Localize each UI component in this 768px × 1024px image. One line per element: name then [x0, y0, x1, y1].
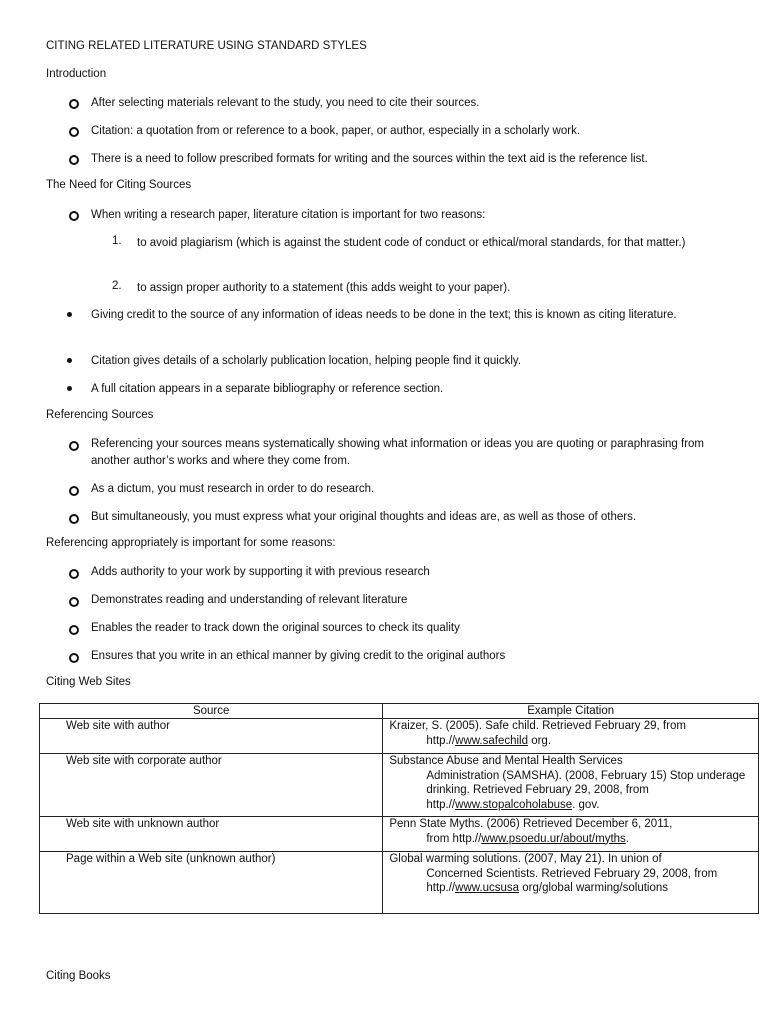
list-item: After selecting materials relevant to the study, you need to cite their sources.	[91, 97, 480, 109]
table-row	[40, 817, 759, 852]
numbered-item: to assign proper authority to a statement (this adds weight to your paper).	[137, 282, 511, 294]
citation-continuation	[389, 832, 754, 847]
source-cell: Page within a Web site (unknown author)	[40, 852, 383, 914]
bullet-ring-icon	[69, 653, 79, 663]
citation-cell	[383, 817, 759, 852]
column-header: Source	[40, 704, 383, 719]
list-item: Demonstrates reading and understanding of relevant literature	[91, 594, 408, 606]
bullet-ring-icon	[69, 514, 79, 524]
bullet-ring-icon	[69, 569, 79, 579]
list-item: Referencing your sources means systematically showing what information or ideas you are quoting or paraphrasing from another author’s works and where they come from.	[91, 438, 704, 467]
citation-link[interactable]: www.stopalcoholabuse	[455, 798, 573, 811]
bullet-dot-icon	[67, 386, 72, 391]
list-number: 1.	[112, 235, 122, 247]
citation-text: http.//	[426, 798, 456, 811]
table-row	[40, 852, 759, 914]
bullet-ring-icon	[69, 597, 79, 607]
section-heading-reasons: Referencing appropriately is important for some reasons:	[46, 537, 336, 549]
section-heading-books: Citing Books	[46, 970, 111, 982]
document-title: CITING RELATED LITERATURE USING STANDARD STYLES	[46, 40, 367, 52]
source-cell: Web site with unknown author	[40, 817, 383, 852]
bullet-ring-icon	[69, 441, 79, 451]
bullet-ring-icon	[69, 625, 79, 635]
bullet-ring-icon	[69, 127, 79, 137]
section-heading-web: Citing Web Sites	[46, 676, 131, 688]
citation-line: Substance Abuse and Mental Health Services	[389, 755, 623, 767]
list-number: 2.	[112, 280, 122, 292]
citation-link[interactable]: www.ucsusa	[455, 882, 520, 894]
list-item: Adds authority to your work by supporting it with previous research	[91, 566, 430, 578]
citation-text: .	[625, 832, 629, 845]
list-item: A full citation appears in a separate bibliography or reference section.	[91, 383, 444, 395]
bullet-dot-icon	[67, 358, 72, 363]
table-row	[40, 719, 759, 754]
list-item: Citation: a quotation from or reference to a book, paper, or author, especially in a scholarly work.	[91, 125, 581, 137]
citation-text: http.//	[426, 734, 456, 747]
citation-text: from http.//	[426, 832, 482, 845]
table-header-row	[40, 704, 759, 719]
source-cell: Web site with author	[40, 719, 383, 754]
section-heading-referencing: Referencing Sources	[46, 409, 154, 421]
source-cell: Web site with corporate author	[40, 754, 383, 817]
list-item: There is a need to follow prescribed formats for writing and the sources within the text aid is the reference list.	[91, 153, 648, 165]
bullet-dot-icon	[67, 312, 72, 317]
citation-table	[39, 703, 759, 914]
section-heading-introduction: Introduction	[46, 68, 107, 80]
citation-line: Global warming solutions. (2007, May 21). In union of	[389, 853, 662, 865]
citation-line: Penn State Myths. (2006) Retrieved December 6, 2011,	[389, 818, 673, 830]
citation-line: Kraizer, S. (2005). Safe child. Retrieved February 29, from	[389, 720, 686, 732]
citation-continuation	[389, 734, 754, 749]
list-item: But simultaneously, you must express what your original thoughts and ideas are, as well as those of others.	[91, 511, 637, 523]
list-item: Ensures that you write in an ethical manner by giving credit to the original authors	[91, 650, 506, 662]
citation-text: org/global warming/solutions	[519, 882, 669, 894]
citation-text: Administration (SAMSHA). (2008, February 15) Stop underage drinking. Retrieved February 29, 2008, from	[426, 769, 746, 796]
citation-text: . gov.	[572, 798, 600, 811]
citation-continuation	[389, 769, 754, 813]
citation-cell	[383, 754, 759, 817]
citation-continuation	[389, 867, 754, 896]
citation-text: http.//	[426, 882, 456, 894]
citation-link[interactable]: www.psoedu.ur/about/myths	[481, 832, 626, 845]
citation-cell	[383, 852, 759, 914]
numbered-item: to avoid plagiarism (which is against the student code of conduct or ethical/moral standards, for that matter.)	[137, 237, 686, 249]
list-item: Citation gives details of a scholarly publication location, helping people find it quickly.	[91, 355, 522, 367]
list-item: Giving credit to the source of any information of ideas needs to be done in the text; this is known as citing literature.	[91, 309, 677, 321]
list-item: Enables the reader to track down the original sources to check its quality	[91, 622, 460, 634]
citation-text: org.	[528, 734, 552, 747]
list-item: When writing a research paper, literature citation is important for two reasons:	[91, 209, 486, 221]
list-item: As a dictum, you must research in order to do research.	[91, 483, 375, 495]
section-heading-need: The Need for Citing Sources	[46, 179, 192, 191]
citation-link[interactable]: www.safechild	[455, 734, 529, 747]
column-header: Example Citation	[383, 704, 759, 719]
citation-cell	[383, 719, 759, 754]
bullet-ring-icon	[69, 486, 79, 496]
bullet-ring-icon	[69, 155, 79, 165]
table-row	[40, 754, 759, 817]
bullet-ring-icon	[69, 211, 79, 221]
bullet-ring-icon	[69, 99, 79, 109]
citation-text: Concerned Scientists. Retrieved February 29, 2008, from	[426, 867, 718, 880]
